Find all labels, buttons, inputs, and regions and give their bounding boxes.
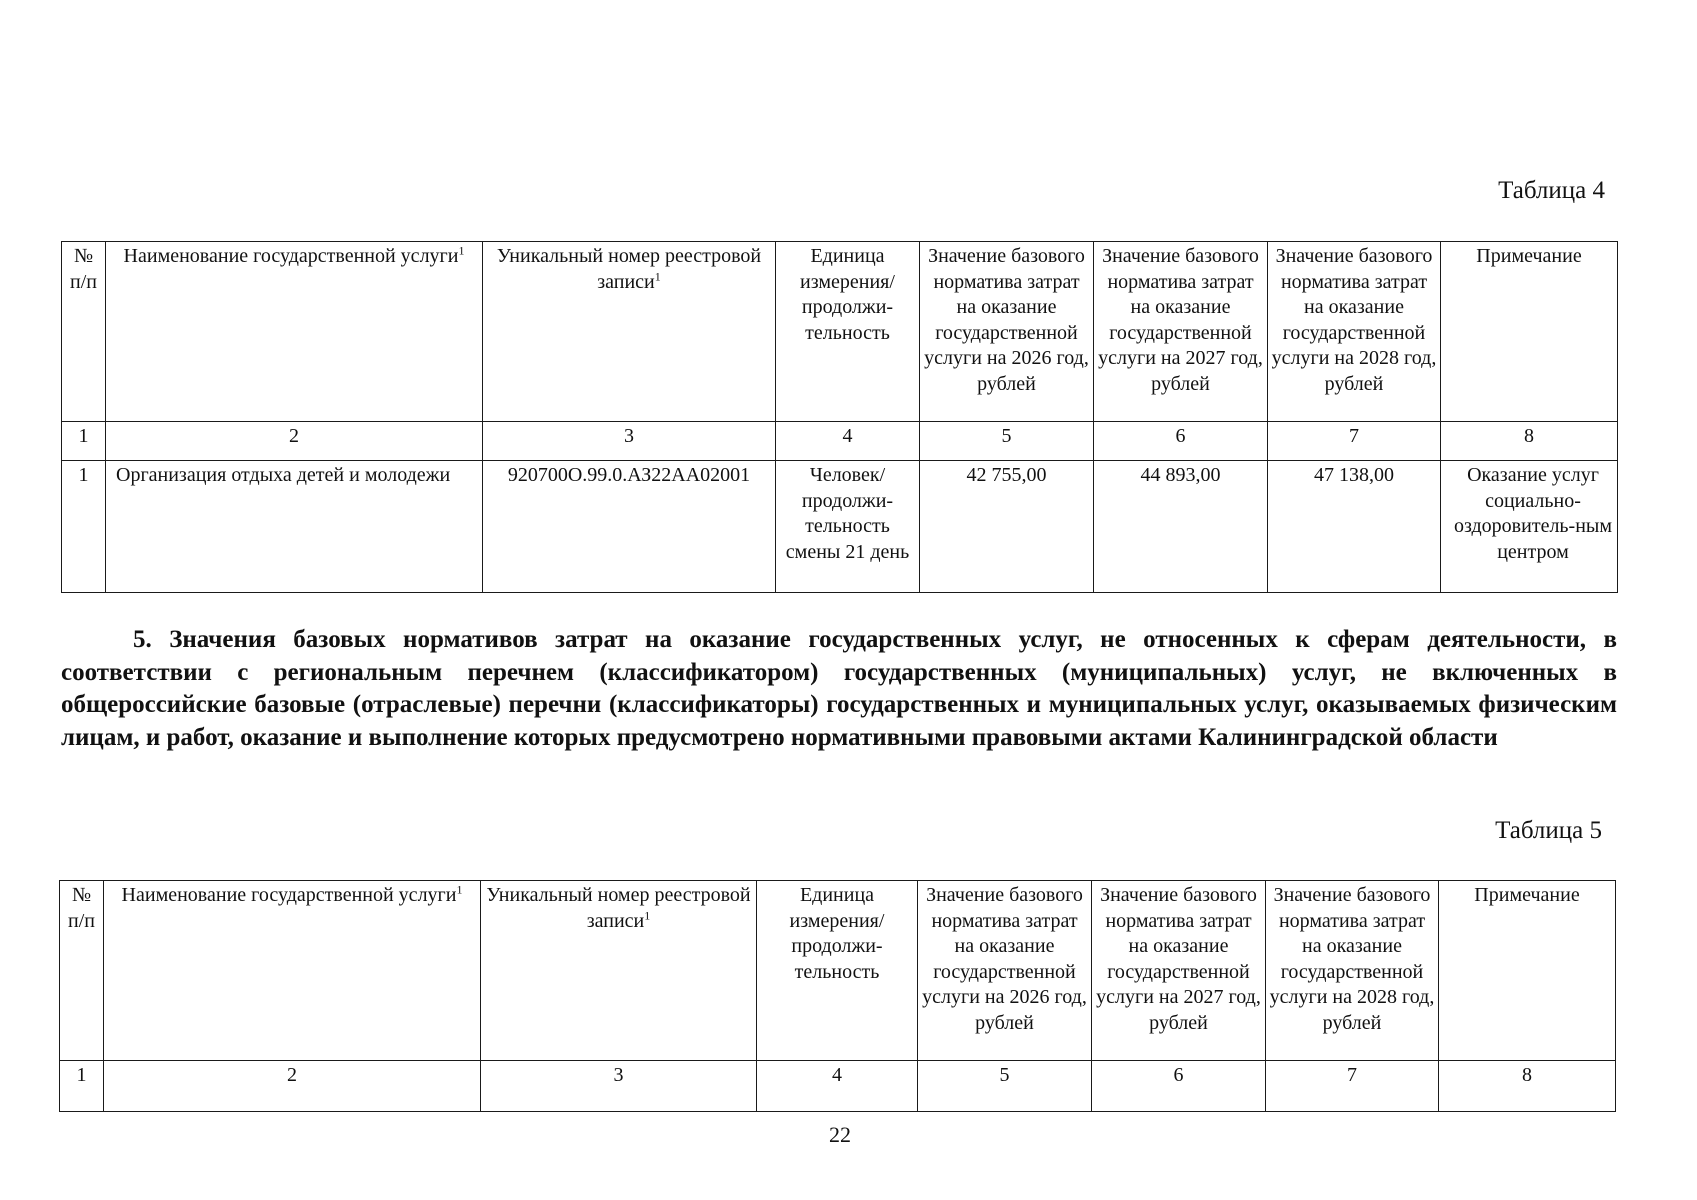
table4-header-row [62, 242, 1618, 422]
col-number: 8 [1439, 1061, 1616, 1112]
col-header-registry: Уникальный номер реестровой записи$^1$ [481, 881, 757, 1061]
registry-number: 920700О.99.0.АЗ22АА02001 [483, 461, 776, 593]
col-header-2027: Значение базового норматива затрат на оказание государственной услуги на 2027 год, рублей [1094, 242, 1268, 422]
value-2028: 47 138,00 [1268, 461, 1441, 593]
col-number: 7 [1266, 1061, 1439, 1112]
col-number: 4 [757, 1061, 918, 1112]
table-4 [61, 241, 1618, 593]
table5-column-numbers [60, 1061, 1616, 1112]
col-header-note: Примечание [1441, 242, 1618, 422]
col-header-2028: Значение базового норматива затрат на оказание государственной услуги на 2028 год, рублей [1268, 242, 1441, 422]
col-header-unit: Единица измерения/ продолжи-тельность [757, 881, 918, 1061]
col-header-name: Наименование государственной услуги$^1$ [104, 881, 481, 1061]
col-header-2027: Значение базового норматива затрат на оказание государственной услуги на 2027 год, рублей [1092, 881, 1266, 1061]
section-5-heading: 5. Значения базовых нормативов затрат на оказание государственных услуг, не относенных к сферам деятельности, в соответствии с региональным перечнем (классификатором) государственных (муниципальных) услуг, не включенных в общероссийские базовые (отраслевые) перечни (классификаторы) государственных и муниципальных услуг, оказываемых физическим лицам, и работ, оказание и выполнение которых предусмотрено нормативными правовыми актами Калининградской области [61, 626, 1617, 751]
col-number: 2 [106, 422, 483, 461]
col-number: 2 [104, 1061, 481, 1112]
note: Оказание услуг социально-оздоровитель-ным центром [1441, 461, 1618, 593]
col-header-2028: Значение базового норматива затрат на оказание государственной услуги на 2028 год, рублей [1266, 881, 1439, 1061]
col-header-no: № п/п [60, 881, 104, 1061]
col-header-unit: Единица измерения/ продолжи-тельность [776, 242, 920, 422]
unit-of-measure: Человек/ продолжи-тельность смены 21 день [776, 461, 920, 593]
col-header-2026: Значение базового норматива затрат на оказание государственной услуги на 2026 год, рублей [920, 242, 1094, 422]
page-number: 22 [829, 1122, 851, 1147]
col-header-name: Наименование государственной услуги$^1$ [106, 242, 483, 422]
col-number: 8 [1441, 422, 1618, 461]
col-header-registry: Уникальный номер реестровой записи$^1$ [483, 242, 776, 422]
table5-caption: Таблица 5 [1495, 817, 1602, 844]
service-name: Организация отдыха детей и молодежи [106, 461, 483, 593]
col-number: 6 [1094, 422, 1268, 461]
col-number: 1 [62, 422, 106, 461]
col-header-2026: Значение базового норматива затрат на оказание государственной услуги на 2026 год, рублей [918, 881, 1092, 1061]
table5-header-row [60, 881, 1616, 1061]
col-number: 7 [1268, 422, 1441, 461]
col-number: 6 [1092, 1061, 1266, 1112]
col-number: 5 [918, 1061, 1092, 1112]
table4-caption: Таблица 4 [1498, 177, 1605, 204]
col-header-no: № п/п [62, 242, 106, 422]
col-header-note: Примечание [1439, 881, 1616, 1061]
table-5 [59, 880, 1616, 1112]
col-number: 1 [60, 1061, 104, 1112]
value-2027: 44 893,00 [1094, 461, 1268, 593]
col-number: 4 [776, 422, 920, 461]
row-no: 1 [62, 461, 106, 593]
col-number: 5 [920, 422, 1094, 461]
table4-column-numbers [62, 422, 1618, 461]
table-row [62, 461, 1618, 593]
value-2026: 42 755,00 [920, 461, 1094, 593]
col-number: 3 [481, 1061, 757, 1112]
col-number: 3 [483, 422, 776, 461]
